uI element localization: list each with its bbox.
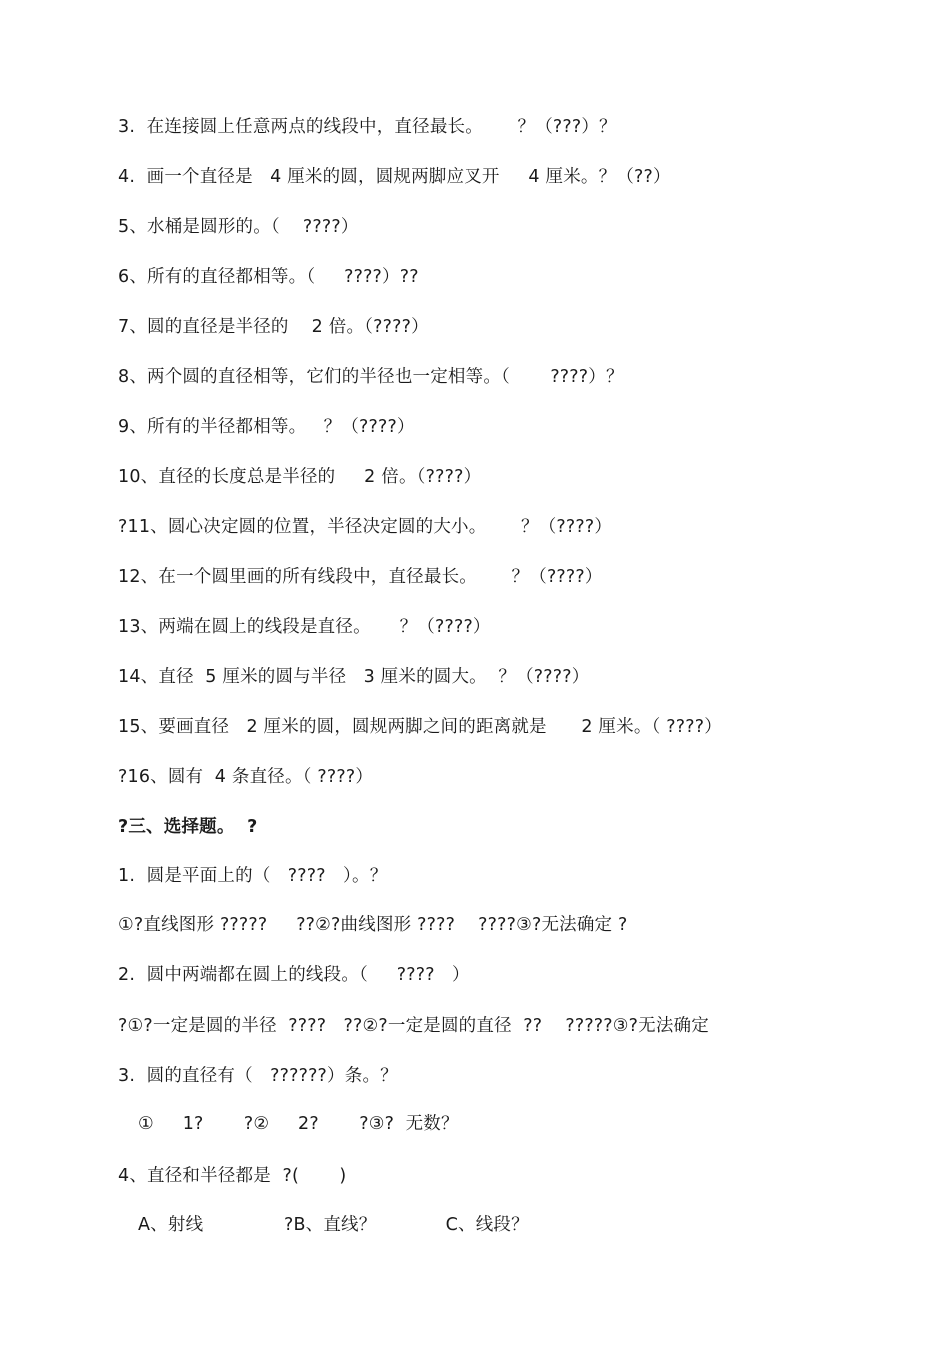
line-11-tf: ?11、圆心决定圆的位置，半径决定圆的大小。 ？（????） xyxy=(118,517,613,537)
line-5-tf: 5、水桶是圆形的。（ ????） xyxy=(118,217,359,237)
choice-4-options: A、射线 ?B、直线？ C、线段？ xyxy=(138,1215,529,1235)
line-4-tf: 4. 画一个直径是 4 厘米的圆，圆规两脚应叉开 4 厘米。？（??） xyxy=(118,167,671,187)
line-12-tf: 12、在一个圆里画的所有线段中，直径最长。 ？（????） xyxy=(118,567,603,587)
line-16-tf: ?16、圆有 4 条直径。（ ????） xyxy=(118,767,374,787)
choice-3-question: 3. 圆的直径有（ ??????）条。？ xyxy=(118,1066,398,1086)
line-13-tf: 13、两端在圆上的线段是直径。 ？（????） xyxy=(118,617,491,637)
line-6-tf: 6、所有的直径都相等。（ ????）?? xyxy=(118,267,419,287)
line-15-tf: 15、要画直径 2 厘米的圆，圆规两脚之间的距离就是 2 厘米。（ ????） xyxy=(118,717,722,737)
choice-3-options: ① 1? ?② 2? ?③? 无数？ xyxy=(138,1114,459,1134)
line-3-tf: 3. 在连接圆上任意两点的线段中，直径最长。 ？（???）？ xyxy=(118,117,617,137)
line-7-tf: 7、圆的直径是半径的 2 倍。（????） xyxy=(118,317,429,337)
choice-2-options: ?①?一定是圆的半径 ???? ??②?一定是圆的直径 ?? ?????③?无法确定 xyxy=(118,1016,709,1036)
line-8-tf: 8、两个圆的直径相等，它们的半径也一定相等。（ ????）？ xyxy=(118,367,624,387)
choice-1-question: 1. 圆是平面上的（ ???? ）。？ xyxy=(118,866,388,886)
choice-1-options: ①?直线图形 ????? ??②?曲线图形 ???? ????③?无法确定 ? xyxy=(118,915,628,935)
line-9-tf: 9、所有的半径都相等。 ？（????） xyxy=(118,417,415,437)
section-heading-choice: ?三、选择题。 ? xyxy=(118,817,258,837)
line-14-tf: 14、直径 5 厘米的圆与半径 3 厘米的圆大。 ？（????） xyxy=(118,667,590,687)
line-10-tf: 10、直径的长度总是半径的 2 倍。（????） xyxy=(118,467,482,487)
choice-4-question: 4、直径和半径都是 ?( ) xyxy=(118,1166,347,1186)
choice-2-question: 2. 圆中两端都在圆上的线段。（ ???? ） xyxy=(118,965,470,985)
